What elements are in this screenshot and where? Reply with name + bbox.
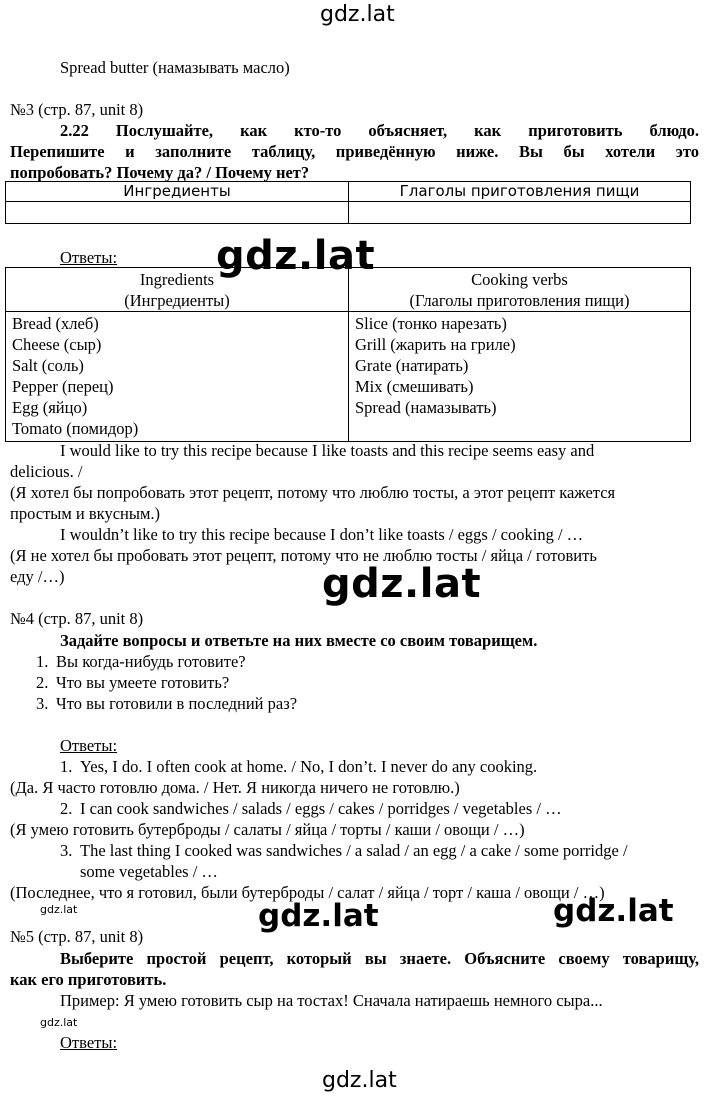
watermark-top: gdz.lat: [320, 2, 395, 27]
ex3-task-line3: попробовать? Почему да? / Почему нет?: [10, 163, 310, 182]
list-number: 2.: [60, 799, 73, 818]
answer-table: [5, 267, 691, 442]
answer-table-header-verbs: [349, 268, 691, 312]
answer-text: I can cook sandwiches / salads / eggs / cakes / porridges / vegetables / …: [80, 799, 562, 818]
ingredients-list: [6, 312, 349, 442]
verb-item: Grate (натирать): [355, 356, 469, 375]
blank-table-cell: [6, 202, 349, 224]
ex4-question: [36, 672, 229, 693]
ingredient-item: Pepper (перец): [12, 377, 114, 396]
ingredient-item: Salt (соль): [12, 356, 84, 375]
verb-item: Grill (жарить на гриле): [355, 335, 516, 354]
ex5-header: №5 (стр. 87, unit 8): [10, 927, 144, 946]
watermark-over-table: gdz.lat: [216, 233, 376, 279]
ex3-answers-label: Ответы:: [60, 248, 118, 267]
watermark-middle: gdz.lat: [322, 561, 482, 607]
header-verbs-ru: (Глаголы приготовления пищи): [409, 291, 630, 310]
ex5-answers-label: Ответы:: [60, 1033, 118, 1052]
ex3-answer-p2-line2: простым и вкусным.): [10, 504, 161, 523]
watermark-mid-right: gdz.lat: [553, 893, 674, 929]
header-verbs-en: Cooking verbs: [471, 270, 568, 289]
ex5-task-line1: Выберите простой рецепт, который вы знаете. Объясните своему товарищу,: [60, 949, 699, 968]
ex3-answer-p4-line1: (Я не хотел бы пробовать этот рецепт, потому что не люблю тосты / яйца / готовить: [10, 546, 597, 565]
ex4-answer-2: [60, 798, 562, 819]
ex3-answer-p3: I wouldn’t like to try this recipe because I don’t like toasts / eggs / cooking / …: [60, 525, 584, 544]
ex3-answer-p2-line1: (Я хотел бы попробовать этот рецепт, потому что люблю тосты, а этот рецепт кажется: [10, 483, 616, 502]
spread-butter-line: Spread butter (намазывать масло): [60, 58, 290, 77]
ex3-answer-p4-line2: еду /…): [10, 567, 65, 586]
ingredient-item: Tomato (помидор): [12, 419, 139, 438]
list-number: 3.: [60, 841, 73, 860]
ex4-question: [36, 651, 246, 672]
ex4-answer-3: [60, 840, 628, 861]
verb-item: Spread (намазывать): [355, 398, 497, 417]
verb-item: Slice (тонко нарезать): [355, 314, 507, 333]
ex3-task-line1: 2.22 Послушайте, как кто-то объясняет, как приготовить блюдо.: [60, 121, 699, 140]
ingredient-item: Cheese (сыр): [12, 335, 102, 354]
answer-text: Yes, I do. I often cook at home. / No, I don’t. I never do any cooking.: [80, 757, 538, 776]
ex4-answer-2-ru: (Я умею готовить бутерброды / салаты / яйца / торты / каши / овощи / …): [10, 820, 525, 839]
list-number: 2.: [36, 673, 49, 692]
watermark-bottom: gdz.lat: [322, 1068, 397, 1093]
ex4-answer-1-ru: (Да. Я часто готовлю дома. / Нет. Я никогда ничего не готовлю.): [10, 778, 460, 797]
ingredient-item: Bread (хлеб): [12, 314, 99, 333]
blank-table-col1: Ингредиенты: [6, 182, 349, 202]
ex5-example: Пример: Я умею готовить сыр на тостах! Сначала натираешь немного сыра...: [60, 991, 603, 1010]
blank-table-col2: Глаголы приготовления пищи: [349, 182, 691, 202]
watermark-small: gdz.lat: [40, 903, 78, 916]
ex4-answer-1: [60, 756, 537, 777]
list-number: 3.: [36, 694, 49, 713]
list-number: 1.: [60, 757, 73, 776]
answer-text: The last thing I cooked was sandwiches / a salad / an egg / a cake / some porridge /: [80, 841, 628, 860]
header-ingredients-en: Ingredients: [139, 270, 215, 289]
ex3-task-line2: Перепишите и заполните таблицу, приведённую ниже. Вы бы хотели это: [10, 142, 699, 161]
ex4-header: №4 (стр. 87, unit 8): [10, 609, 144, 628]
question-text: Что вы умеете готовить?: [56, 673, 230, 692]
watermark-mid-left: gdz.lat: [258, 898, 379, 934]
ingredient-item: Egg (яйцо): [12, 398, 88, 417]
ex4-question: [36, 693, 297, 714]
verb-item: Mix (смешивать): [355, 377, 474, 396]
ex4-answer-3-line2: some vegetables / …: [80, 862, 218, 881]
list-number: 1.: [36, 652, 49, 671]
blank-table-cell: [349, 202, 691, 224]
ex4-answers-label: Ответы:: [60, 736, 118, 755]
ex3-answer-p1-line2: delicious. /: [10, 462, 83, 481]
ex3-answer-p1-line1: I would like to try this recipe because I like toasts and this recipe seems easy and: [60, 441, 595, 460]
verbs-list: [349, 312, 691, 442]
blank-table: [5, 181, 691, 224]
question-text: Что вы готовили в последний раз?: [56, 694, 298, 713]
header-ingredients-ru: (Ингредиенты): [124, 291, 230, 310]
question-text: Вы когда-нибудь готовите?: [56, 652, 246, 671]
ex3-header: №3 (стр. 87, unit 8): [10, 100, 144, 119]
ex4-answer-3-ru: (Последнее, что я готовил, были бутерброды / салат / яйца / торт / каша / овощи / …): [10, 883, 605, 902]
ex5-task-line2: как его приготовить.: [10, 970, 167, 989]
ex4-task: Задайте вопросы и ответьте на них вместе со своим товарищем.: [60, 631, 538, 650]
watermark-small-2: gdz.lat: [40, 1016, 78, 1029]
